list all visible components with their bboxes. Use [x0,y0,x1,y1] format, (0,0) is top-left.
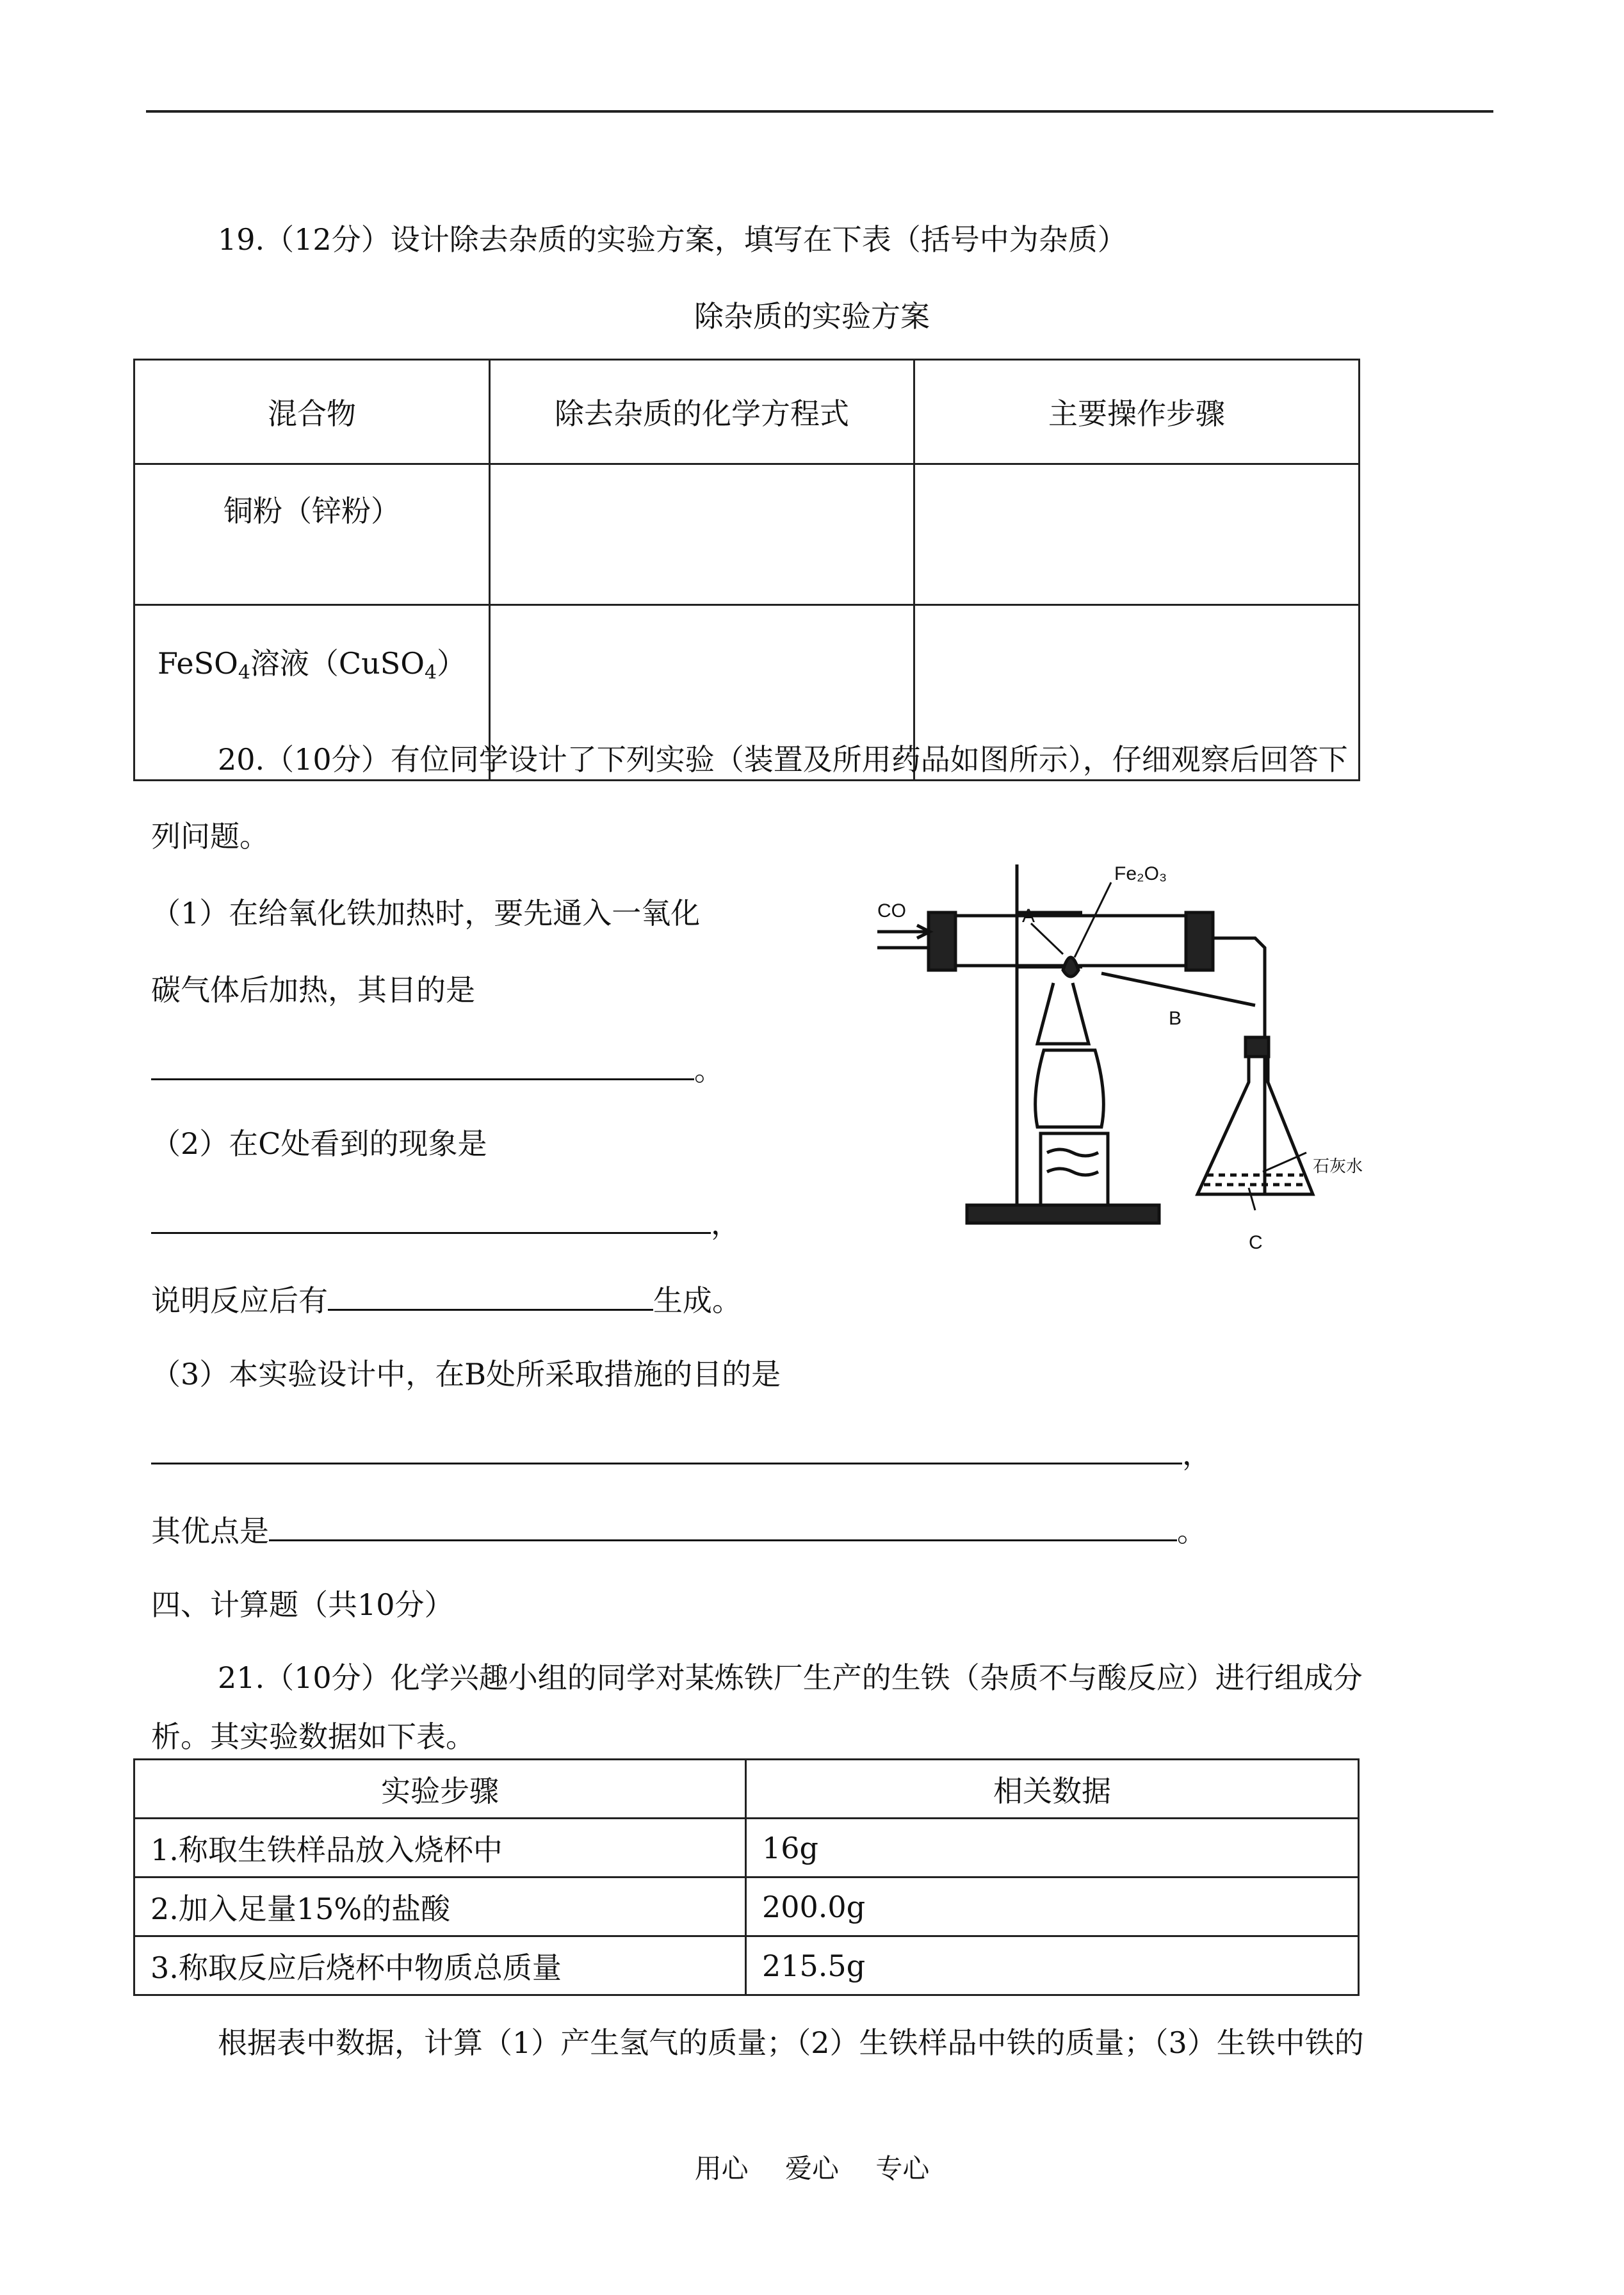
q20-part2-line3: 说明反应后有 生成。 [151,1279,742,1318]
page-footer [0,2148,1624,2186]
q21-row2-value: 200.0g [746,1877,1359,1936]
q21-row2-step: 2.加入足量15%的盐酸 [134,1877,746,1936]
q20-part3-line1: （3）本实验设计中，在B处所采取措施的目的是 [151,1357,781,1391]
apparatus-diagram [871,852,1460,1261]
q21-stem-line2: 析。其实验数据如下表。 [151,1719,475,1754]
table-row [134,1819,1359,1877]
q21-row3-step: 3.称取反应后烧杯中物质总质量 [134,1936,746,1995]
q20-part2-product-blank[interactable] [328,1279,653,1311]
q21-row3-value: 215.5g [746,1936,1359,1995]
table-row [134,1877,1359,1936]
q20-part3-line3: 其优点是 。 [151,1510,1206,1549]
q19-header-mixture: 混合物 [134,360,490,464]
q19-header-equation: 除去杂质的化学方程式 [490,360,914,464]
q19-stem: 19.（12分）设计除去杂质的实验方案，填写在下表（括号中为杂质） [218,222,1127,257]
footer-word: 用心 [694,2153,749,2184]
q20-part2-blank[interactable] [151,1203,711,1234]
q20-part2-line1: （2）在C处看到的现象是 [151,1126,487,1161]
q20-part3-answer-line: ， [151,1433,1212,1472]
q21-header-step: 实验步骤 [134,1760,746,1819]
q20-stem-line2: 列问题。 [151,819,269,854]
q21-row1-value: 16g [746,1819,1359,1877]
header-rule [146,110,1493,113]
footer-word: 专心 [875,2153,930,2184]
q19-table-title: 除杂质的实验方案 [694,299,930,334]
q19-row1-equation-cell[interactable] [490,464,914,605]
q19-table [133,359,1360,781]
table-row [134,1936,1359,1995]
q19-row1-steps-cell[interactable] [914,464,1360,605]
diagram-label-b: B [1169,1008,1182,1029]
diagram-label-co: CO [877,900,906,921]
q20-part2-answer-line: ， [151,1203,740,1242]
q21-header-data: 相关数据 [746,1760,1359,1819]
diagram-label-limewater: 石灰水 [1313,1157,1363,1176]
footer-word: 爱心 [784,2153,839,2184]
q20-stem-line1: 20.（10分）有位同学设计了下列实验（装置及所用药品如图所示），仔细观察后回答下 [218,742,1348,777]
q20-part1-line2: 碳气体后加热，其目的是 [151,973,475,1007]
q19-table-row [134,464,1360,605]
diagram-label-fe2o3: Fe₂O₃ [1114,863,1167,884]
diagram-label-c: C [1249,1232,1263,1253]
q19-row1-mixture: 铜粉（锌粉） [134,464,490,605]
q21-followup: 根据表中数据，计算（1）产生氢气的质量；（2）生铁样品中铁的质量；（3）生铁中铁的 [218,2025,1364,2060]
q20-part1-line1: （1）在给氧化铁加热时，要先通入一氧化 [151,896,701,930]
q21-table [133,1758,1360,1996]
q19-header-steps: 主要操作步骤 [914,360,1360,464]
q20-part1-answer-line: 。 [151,1049,724,1088]
q20-part1-blank[interactable] [151,1049,694,1080]
q19-row2-mixture: FeSO$_4$溶液（CuSO$_4$） [134,605,490,781]
q20-part3-purpose-blank[interactable] [151,1433,1182,1464]
q21-row1-step: 1.称取生铁样品放入烧杯中 [134,1819,746,1877]
diagram-label-a: A [1022,905,1035,927]
q19-table-header-row [134,360,1360,464]
q20-part3-advantage-blank[interactable] [269,1510,1177,1541]
q21-stem-line1: 21.（10分）化学兴趣小组的同学对某炼铁厂生产的生铁（杂质不与酸反应）进行组成分 [218,1660,1363,1695]
section4-heading: 四、计算题（共10分） [151,1587,454,1622]
q21-table-header-row [134,1760,1359,1819]
